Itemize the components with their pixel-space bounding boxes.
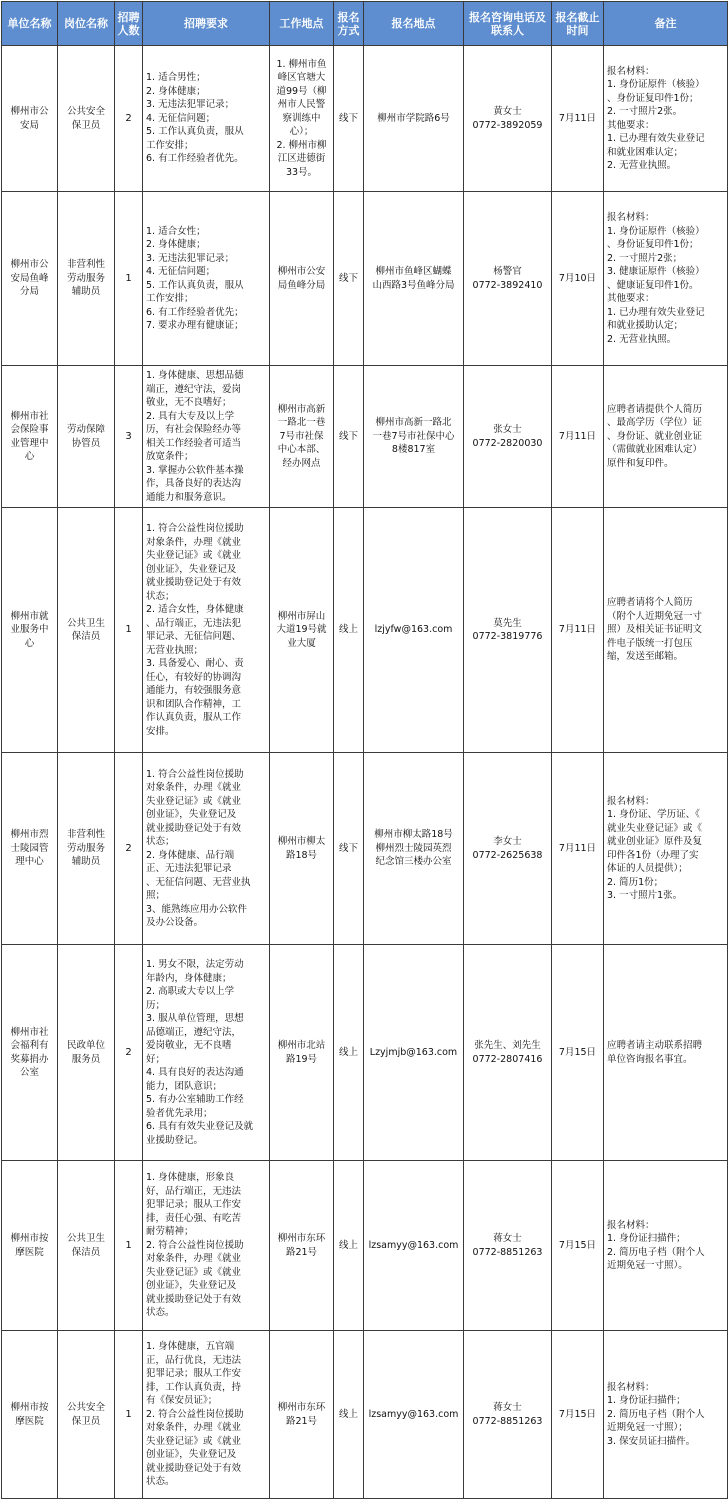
position-cell: 公共安全 保卫员 [58, 46, 115, 192]
apply-location-cell: Lzyjmjb@163.com [364, 945, 464, 1161]
work-location-cell: 柳州市高新 一路北一巷 7号市社保 中心本部、 经办网点 [270, 366, 334, 508]
count-cell: 3 [115, 366, 143, 508]
table-row [2, 366, 728, 508]
requirements-cell: 1. 适合女性； 2. 身体健康； 3. 无违法犯罪记录； 4. 无征信问题； 5. 工作认真负责，服从 工作安排； 6. 有工作经验者优先； 7. 要求办理有健康证； [143, 192, 270, 366]
work-location-cell: 柳州市柳太 路18号 [270, 753, 334, 945]
requirements-cell: 1. 适合男性； 2. 身体健康； 3. 无违法犯罪记录； 4. 无征信问题； 5. 工作认真负责，服从 工作安排； 6. 有工作经验者优先。 [143, 46, 270, 192]
apply-location-cell: 柳州市柳太路18号 柳州烈士陵园英烈 纪念馆三楼办公室 [364, 753, 464, 945]
notes-cell: 报名材料： 1. 身份证原件（核验） 、身份证复印件1份； 2. 一寸照片2张。 其他要求： 1. 已办理有效失业登记 和就业困难认定； 2. 无营业执照。 [604, 46, 728, 192]
count-cell: 1 [115, 1161, 143, 1331]
requirements-cell: 1. 符合公益性岗位援助 对象条件，办理《就业 失业登记证》或《就业 创业证》，失业登记及 就业援助登记处于有效 状态； 2. 身体健康、品行端 正、无违法犯罪记录 、无征信问题、无营业执 照； 3、能熟练应用办公软件 及办公设备。 [143, 753, 270, 945]
deadline-cell: 7月15日 [552, 1331, 604, 1499]
method-cell: 线上 [334, 1331, 364, 1499]
unit-cell: 柳州市按 摩医院 [2, 1331, 58, 1499]
header-work-location: 工作地点 [270, 2, 334, 46]
apply-location-cell: lzsamyy@163.com [364, 1161, 464, 1331]
unit-cell: 柳州市社 会福利有 奖募捐办 公室 [2, 945, 58, 1161]
table-row [2, 1161, 728, 1331]
table-row [2, 1331, 728, 1499]
method-cell: 线上 [334, 945, 364, 1161]
notes-cell: 报名材料： 1. 身份证扫描件； 2. 简历电子档（附个人 近期免冠一寸照）； 3. 保安员证扫描件。 [604, 1331, 728, 1499]
notes-cell: 报名材料： 1. 身份证扫描件； 2. 简历电子档（附个人 近期免冠一寸照）。 [604, 1161, 728, 1331]
notes-cell: 报名材料： 1. 身份证、学历证、《 就业失业登记证》或《 就业创业证》原件及复 印件各1份（办理了实 体证的人员提供）； 2. 简历1份； 3. 一寸照片1张。 [604, 753, 728, 945]
count-cell: 1 [115, 192, 143, 366]
header-requirements: 招聘要求 [143, 2, 270, 46]
notes-cell: 报名材料： 1. 身份证原件（核验） 、身份证复印件1份； 2. 一寸照片2张； 3. 健康证原件（核验） 、健康证复印件1份。 其他要求： 1. 已办理有效失业登记 和就业援助认定； 2. 无营业执照。 [604, 192, 728, 366]
position-cell: 非营利性 劳动服务 辅助员 [58, 192, 115, 366]
header-count: 招聘 人数 [115, 2, 143, 46]
header-deadline: 报名截止 时间 [552, 2, 604, 46]
method-cell: 线上 [334, 1161, 364, 1331]
apply-location-cell: 柳州市学院路6号 [364, 46, 464, 192]
contact-cell: 杨警官 0772-3892410 [464, 192, 552, 366]
count-cell: 2 [115, 46, 143, 192]
work-location-cell: 柳州市屏山 大道19号就 业大厦 [270, 508, 334, 753]
position-cell: 劳动保障 协管员 [58, 366, 115, 508]
work-location-cell: 柳州市北站 路19号 [270, 945, 334, 1161]
method-cell: 线上 [334, 508, 364, 753]
deadline-cell: 7月11日 [552, 46, 604, 192]
position-cell: 公共卫生 保洁员 [58, 1161, 115, 1331]
table-row [2, 46, 728, 192]
method-cell: 线下 [334, 753, 364, 945]
work-location-cell: 1. 柳州市鱼 峰区官塘大 道99号（柳 州市人民警 察训练中 心）； 2. 柳州市柳 江区进德街 33号。 [270, 46, 334, 192]
contact-cell: 张女士 0772-2820030 [464, 366, 552, 508]
header-notes: 备注 [604, 2, 728, 46]
table-row [2, 753, 728, 945]
header-contact: 报名咨询电话及 联系人 [464, 2, 552, 46]
position-cell: 民政单位 服务员 [58, 945, 115, 1161]
unit-cell: 柳州市公 安局鱼峰 分局 [2, 192, 58, 366]
position-cell: 非营利性 劳动服务 辅助员 [58, 753, 115, 945]
count-cell: 2 [115, 753, 143, 945]
notes-cell: 应聘者请主动联系招聘 单位咨询报名事宜。 [604, 945, 728, 1161]
count-cell: 1 [115, 508, 143, 753]
count-cell: 1 [115, 1331, 143, 1499]
requirements-cell: 1. 符合公益性岗位援助 对象条件，办理《就业 失业登记证》或《就业 创业证》，失业登记及 就业援助登记处于有效 状态； 2. 适合女性，身体健康 、品行端正，无违法犯 罪记录、无征信问题、 无营业执照； 3. 具备爱心、耐心、责 任心，有较好的协调沟 通能力，有较强服务意 识和团队合作精神，工 作认真负责，服从工作 安排。 [143, 508, 270, 753]
count-cell: 2 [115, 945, 143, 1161]
contact-cell: 蒋女士 0772-8851263 [464, 1161, 552, 1331]
unit-cell: 柳州市按 摩医院 [2, 1161, 58, 1331]
work-location-cell: 柳州市东环 路21号 [270, 1331, 334, 1499]
deadline-cell: 7月15日 [552, 1161, 604, 1331]
work-location-cell: 柳州市东环 路21号 [270, 1161, 334, 1331]
header-apply-location: 报名地点 [364, 2, 464, 46]
table-row [2, 192, 728, 366]
deadline-cell: 7月10日 [552, 192, 604, 366]
unit-cell: 柳州市公 安局 [2, 46, 58, 192]
contact-cell: 蒋女士 0772-8851263 [464, 1331, 552, 1499]
method-cell: 线下 [334, 46, 364, 192]
header-position: 岗位名称 [58, 2, 115, 46]
table-header [2, 2, 728, 46]
position-cell: 公共卫生 保洁员 [58, 508, 115, 753]
notes-cell: 应聘者请将个人简历 （附个人近期免冠一寸 照）及相关证书证明文 件电子版统一打包压 缩，发送至邮箱。 [604, 508, 728, 753]
apply-location-cell: lzsamyy@163.com [364, 1331, 464, 1499]
table-body [2, 46, 728, 1499]
requirements-cell: 1. 身体健康，形象良 好，品行端正，无违法 犯罪记录；服从工作安 排，责任心强、有吃苦 耐劳精神； 2. 符合公益性岗位援助 对象条件，办理《就业 失业登记证》或《就业 创业证》，失业登记及 就业援助登记处于有效 状态。 [143, 1161, 270, 1331]
table-row [2, 508, 728, 753]
header-unit: 单位名称 [2, 2, 58, 46]
apply-location-cell: 柳州市鱼峰区蝴蝶 山西路3号鱼峰分局 [364, 192, 464, 366]
unit-cell: 柳州市烈 士陵园管 理中心 [2, 753, 58, 945]
work-location-cell: 柳州市公安 局鱼峰分局 [270, 192, 334, 366]
method-cell: 线下 [334, 366, 364, 508]
contact-cell: 莫先生 0772-3819776 [464, 508, 552, 753]
header-method: 报名 方式 [334, 2, 364, 46]
deadline-cell: 7月11日 [552, 753, 604, 945]
requirements-cell: 1. 男女不限，法定劳动 年龄内，身体健康； 2. 高职或大专以上学 历； 3. 服从单位管理，思想 品德端正，遵纪守法， 爱岗敬业，无不良嗜 好； 4. 具有良好的表达沟通 能力，团队意识； 5. 有办公室辅助工作经 验者优先录用； 6. 具有有效失业登记及就 业援助登记。 [143, 945, 270, 1161]
requirements-cell: 1. 身体健康，五官端 正，品行优良，无违法 犯罪记录；服从工作安 排，工作认真负责，持 有《保安员证》； 2. 符合公益性岗位援助 对象条件，办理《就业 失业登记证》或《就业 创业证》，失业登记及 就业援助登记处于有效 状态。 [143, 1331, 270, 1499]
unit-cell: 柳州市就 业服务中 心 [2, 508, 58, 753]
contact-cell: 李女士 0772-2625638 [464, 753, 552, 945]
unit-cell: 柳州市社 会保险事 业管理中 心 [2, 366, 58, 508]
method-cell: 线下 [334, 192, 364, 366]
apply-location-cell: 柳州市高新一路北 一巷7号市社保中心 8楼817室 [364, 366, 464, 508]
deadline-cell: 7月11日 [552, 508, 604, 753]
header-row [2, 2, 728, 46]
notes-cell: 应聘者请提供个人简历 、最高学历（学位）证 、身份证、就业创业证 （需做就业困难认定） 原件和复印件。 [604, 366, 728, 508]
contact-cell: 张先生、刘先生 0772-2807416 [464, 945, 552, 1161]
contact-cell: 黄女士 0772-3892059 [464, 46, 552, 192]
recruitment-table [1, 1, 728, 1499]
position-cell: 公共安全 保卫员 [58, 1331, 115, 1499]
table-row [2, 945, 728, 1161]
apply-location-cell: lzjyfw@163.com [364, 508, 464, 753]
deadline-cell: 7月11日 [552, 366, 604, 508]
requirements-cell: 1. 身体健康、思想品德 端正，遵纪守法，爱岗 敬业，无不良嗜好； 2. 具有大专及以上学 历，有社会保险经办等 相关工作经验者可适当 放宽条件； 3. 掌握办公软件基本操 作，具备良好的表达沟 通能力和服务意识。 [143, 366, 270, 508]
deadline-cell: 7月15日 [552, 945, 604, 1161]
